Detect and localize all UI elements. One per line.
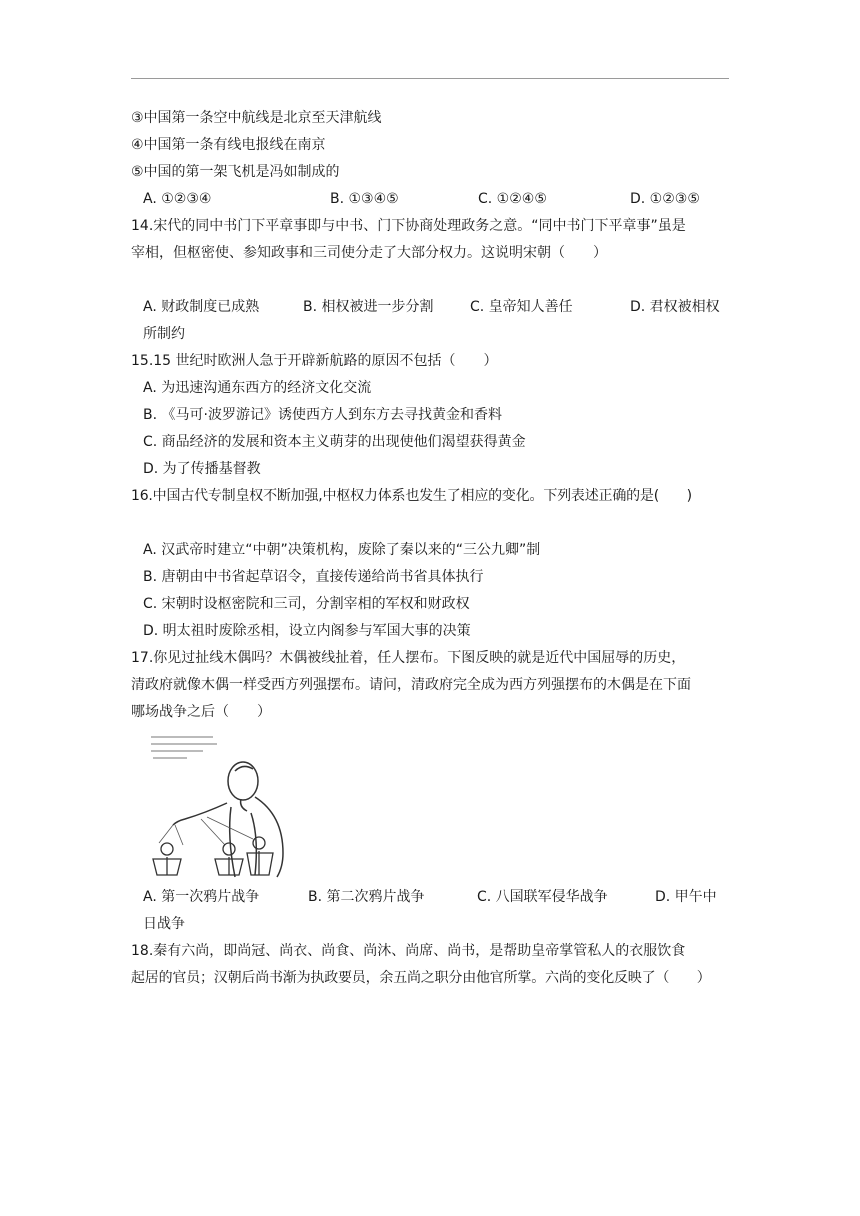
q15-option-d[interactable]: D. 为了传播基督教 xyxy=(143,461,261,477)
q18-stem-line-1: 18.秦有六尚，即尚冠、尚衣、尚食、尚沐、尚席、尚书，是帮助皇帝掌管私人的衣服饮食 xyxy=(131,943,686,959)
q18-stem-line-2: 起居的官员；汉朝后尚书渐为执政要员，余五尚之职分由他官所掌。六尚的变化反映了（ ） xyxy=(131,970,711,986)
q15-option-c[interactable]: C. 商品经济的发展和资本主义萌芽的出现使他们渴望获得黄金 xyxy=(143,434,526,450)
q14-option-a[interactable]: A. 财政制度已成熟 xyxy=(143,299,260,315)
q15-stem: 15.15 世纪时欧洲人急于开辟新航路的原因不包括（ ） xyxy=(131,353,498,369)
q13-options xyxy=(143,189,733,209)
q15-option-b[interactable]: B. 《马可·波罗游记》诱使西方人到东方去寻找黄金和香料 xyxy=(143,407,502,423)
q13-option-c[interactable]: C. ①②④⑤ xyxy=(478,191,547,207)
statement-4: ④中国第一条有线电报线在南京 xyxy=(131,137,326,153)
q17-option-a[interactable]: A. 第一次鸦片战争 xyxy=(143,889,260,905)
statement-5: ⑤中国的第一架飞机是冯如制成的 xyxy=(131,164,340,180)
q17-stem-line-2: 清政府就像木偶一样受西方列强摆布。请问，清政府完全成为西方列强摆布的木偶是在下面 xyxy=(131,677,691,693)
q17-option-d[interactable]: D. 甲午中 xyxy=(655,889,717,905)
q17-option-b[interactable]: B. 第二次鸦片战争 xyxy=(308,889,425,905)
q16-option-b[interactable]: B. 唐朝由中书省起草诏令，直接传递给尚书省具体执行 xyxy=(143,569,484,585)
q16-option-a[interactable]: A. 汉武帝时建立“中朝”决策机构，废除了秦以来的“三公九卿”制 xyxy=(143,542,541,558)
q16-stem: 16.中国古代专制皇权不断加强,中枢权力体系也发生了相应的变化。下列表述正确的是( ) xyxy=(131,488,692,504)
q15-option-a[interactable]: A. 为迅速沟通东西方的经济文化交流 xyxy=(143,380,372,396)
q17-option-d-wrap: 日战争 xyxy=(143,916,185,932)
q17-option-c[interactable]: C. 八国联军侵华战争 xyxy=(477,889,608,905)
q13-option-b[interactable]: B. ①③④⑤ xyxy=(330,191,399,207)
q17-options xyxy=(143,887,733,907)
q14-stem-line-2: 宰相，但枢密使、参知政事和三司使分走了大部分权力。这说明宋朝（ ） xyxy=(131,245,607,261)
q16-option-d[interactable]: D. 明太祖时废除丞相，设立内阁参与军国大事的决策 xyxy=(143,623,471,639)
q13-option-d[interactable]: D. ①②③⑤ xyxy=(630,191,700,207)
puppet-cartoon-image xyxy=(131,727,301,879)
header-rule xyxy=(131,78,729,79)
statement-3: ③中国第一条空中航线是北京至天津航线 xyxy=(131,110,382,126)
q14-option-b[interactable]: B. 相权被进一步分割 xyxy=(303,299,434,315)
q17-stem-line-3: 哪场战争之后（ ） xyxy=(131,704,271,720)
q14-option-d-wrap: 所制约 xyxy=(143,326,185,342)
q14-option-c[interactable]: C. 皇帝知人善任 xyxy=(470,299,573,315)
q13-option-a[interactable]: A. ①②③④ xyxy=(143,191,212,207)
q14-option-d[interactable]: D. 君权被相权 xyxy=(630,299,720,315)
q17-stem-line-1: 17.你见过扯线木偶吗？木偶被线扯着，任人摆布。下图反映的就是近代中国屈辱的历史， xyxy=(131,650,686,666)
q16-option-c[interactable]: C. 宋朝时设枢密院和三司，分割宰相的军权和财政权 xyxy=(143,596,470,612)
q14-stem-line-1: 14.宋代的同中书门下平章事即与中书、门下协商处理政务之意。“同中书门下平章事”虽是 xyxy=(131,218,686,234)
q14-options xyxy=(143,297,733,317)
